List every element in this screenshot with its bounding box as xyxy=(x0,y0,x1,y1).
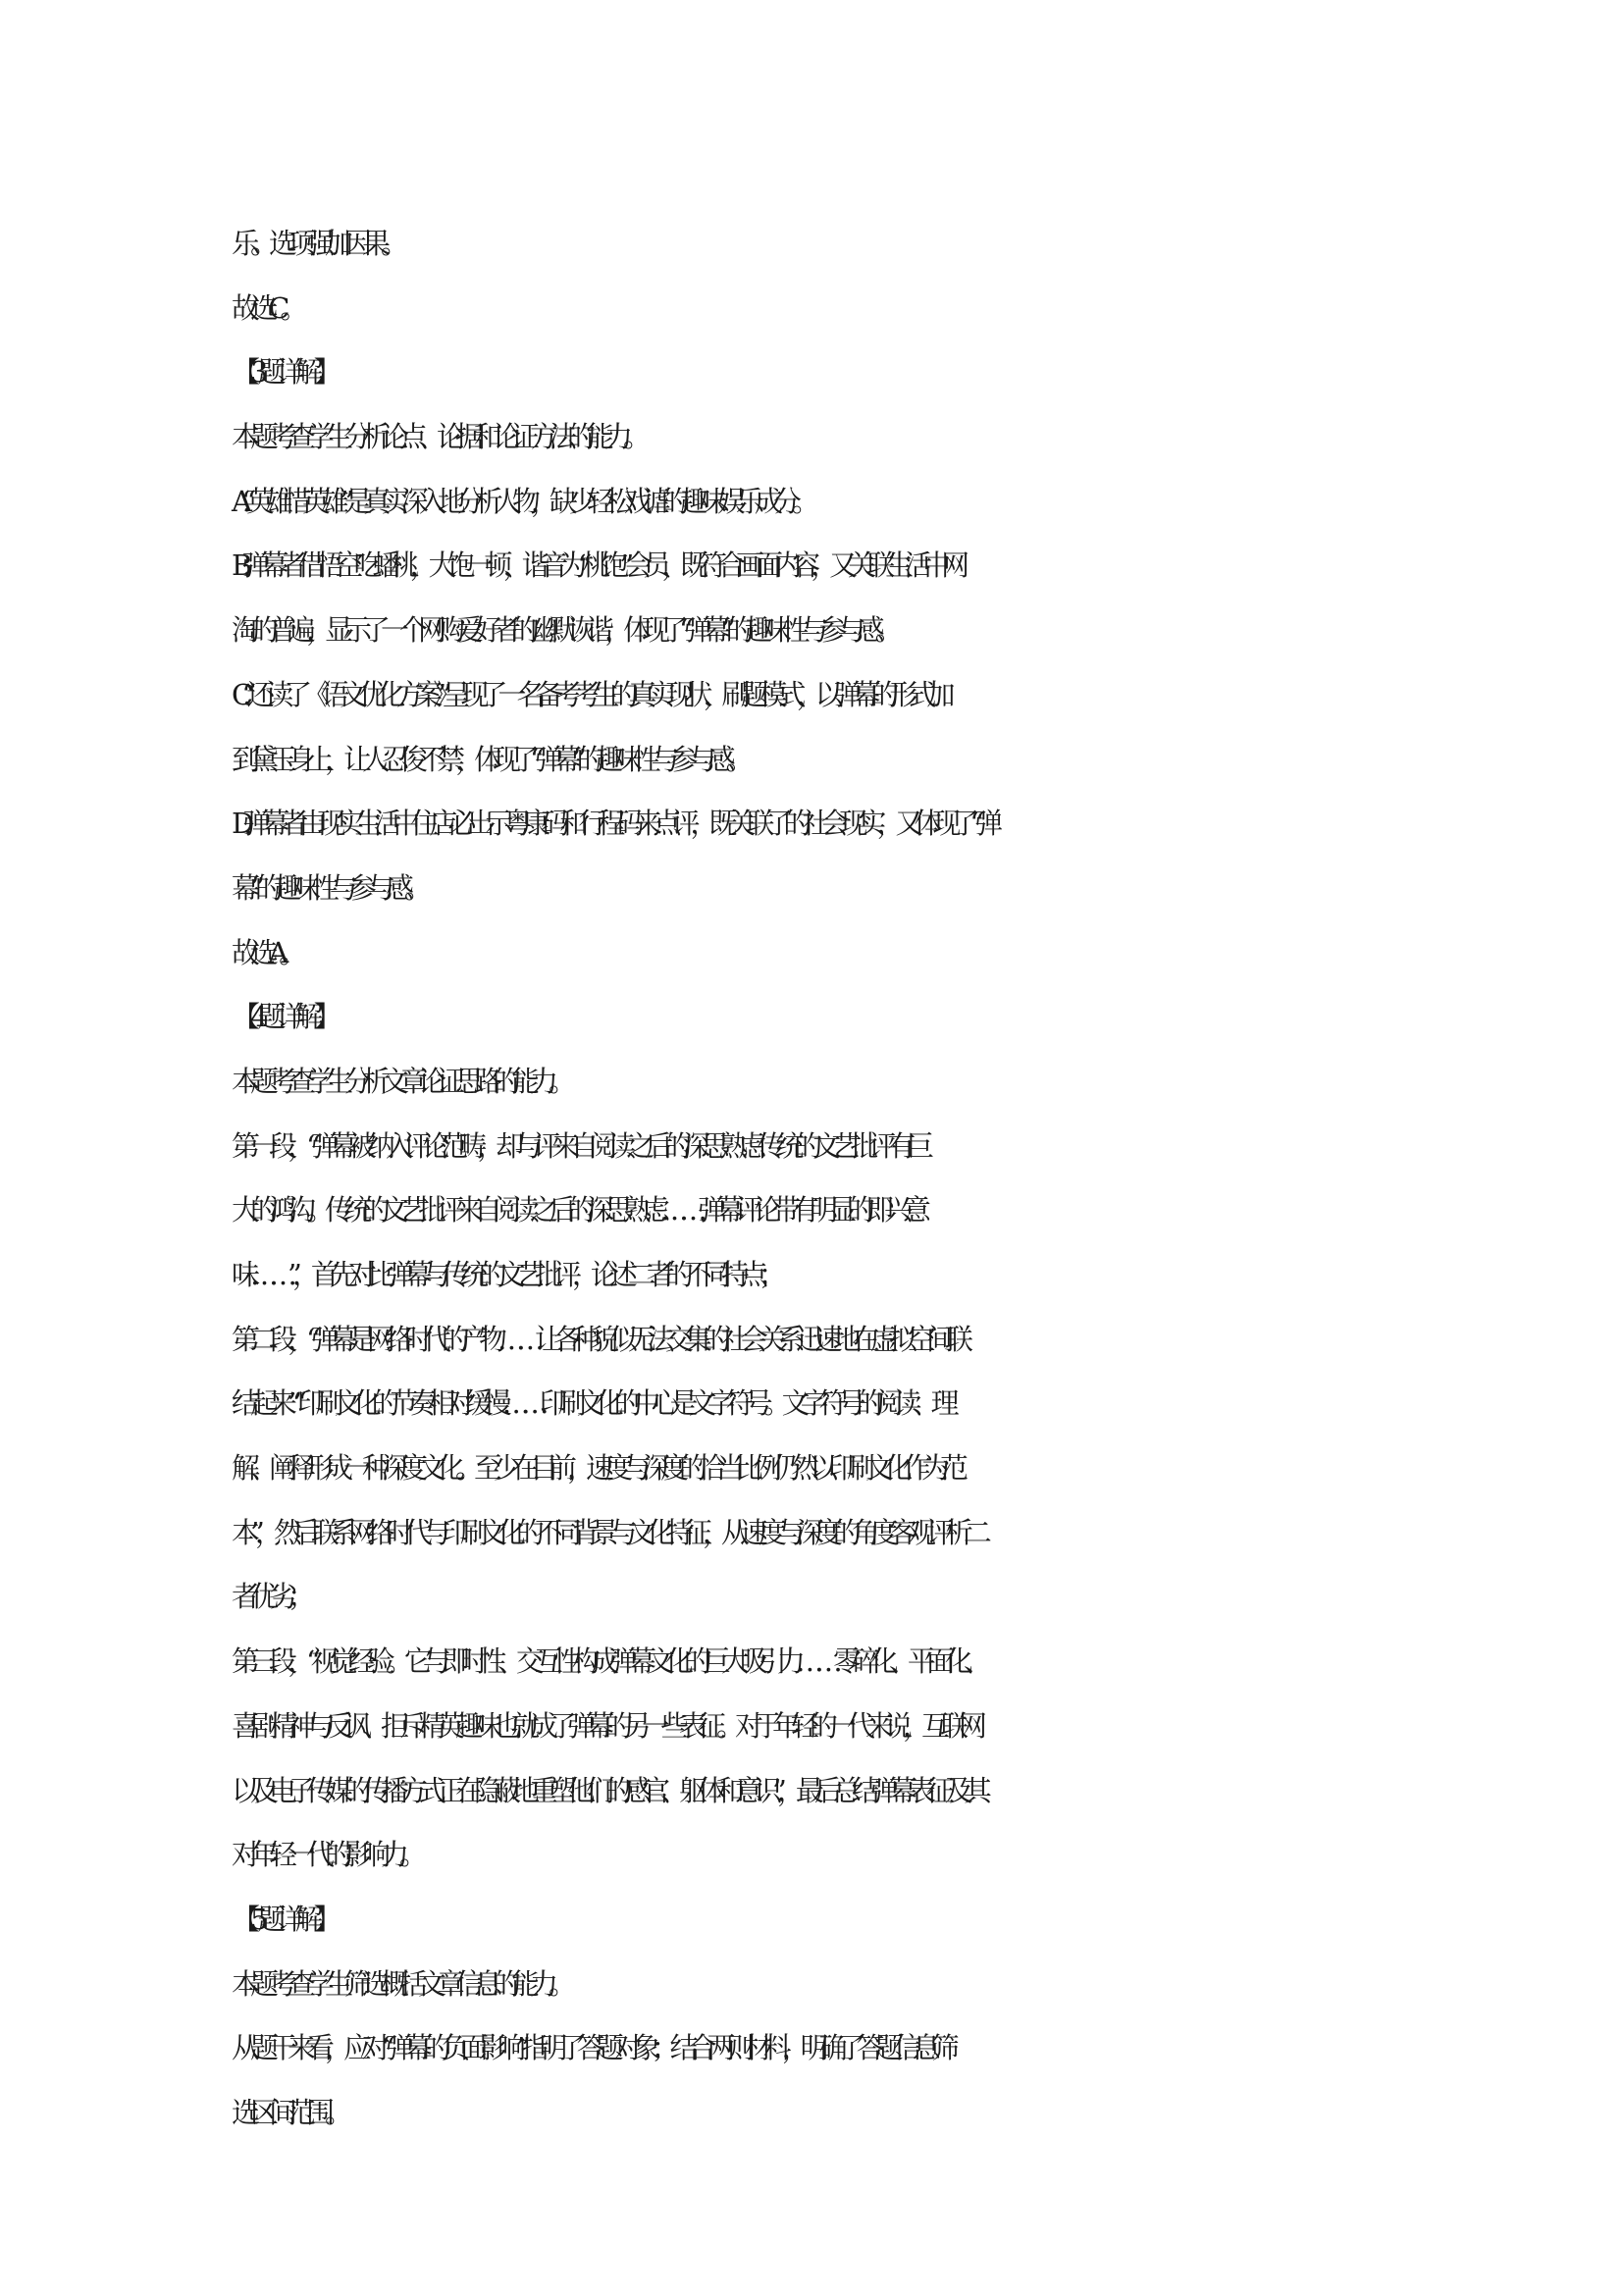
text-line: 第三段，“视觉经验。它与即时性、交互性构成弹幕文化的巨大吸引力……零碎化、平面化、 xyxy=(232,1644,982,1679)
text-line: 第二段，“弹幕是网络时代的产物……让各种貌似无法交集的社会关系迅速地在虚拟空间联 xyxy=(232,1322,964,1356)
section-heading: 【4 题详解】 xyxy=(232,1000,333,1034)
option-c-text: C.“还读了《语文优化方案》”呈现了一名备考考生的真实现状，刷题模式，以弹幕的形式加 xyxy=(232,677,946,711)
text-line: 者优劣； xyxy=(232,1580,307,1614)
text-line: 从题干来看，应对“弹幕的负面影响”指明了答题对象；结合两则材料，明确了答题信息筛 xyxy=(232,2031,950,2065)
text-line: 本题考查学生分析论点、论据和论证方法的能力。 xyxy=(232,420,643,454)
section-heading: 【3 题详解】 xyxy=(232,355,333,390)
text-line: 味……”，首先对比弹幕与传统的文艺批评，论述二者的不同特点； xyxy=(232,1258,777,1291)
text-line: 结起来”“印刷文化的节奏相对缓慢……印刷文化的中心是文字符号。文字符号的阅读、理 xyxy=(232,1386,950,1421)
section-heading: 【5 题详解】 xyxy=(232,1902,333,1936)
option-d-text: D.弹幕者由现实生活中住店必出示粤康码和行程码来点评，既关联了的社会现实，又体现了“弹 xyxy=(232,807,994,841)
text-line: 本题考查学生分析文章论证思路的能力。 xyxy=(232,1064,568,1098)
text-line: 本题考查学生筛选概括文章信息的能力。 xyxy=(232,1966,568,2001)
text-line: 故选 C。 xyxy=(232,290,299,325)
text-line: 以及电子传媒的传播方式正在隐蔽地重塑他们的感官、躯体和意识”，最后总结弹幕表征及其 xyxy=(232,1773,982,1807)
option-b-text: B.弹幕者借悟空吃蟠桃，大饱一顿，谐音为“桃饱”会员，既符合画面内容，又关联生活中网 xyxy=(232,548,961,583)
text-line: 幕”的趣味性与参与感。 xyxy=(232,870,423,905)
text-line: 故选 A。 xyxy=(232,935,298,969)
text-line: 喜剧精神与反讽、拒斥精英趣味也就成了弹幕的另一些表征。对于年轻的一代来说，互联网 xyxy=(232,1708,978,1743)
text-line: 对年轻一代的影响力。 xyxy=(232,1838,419,1872)
text-line: 第一段，“弹幕被纳入‘评论’范畴，却与评来自阅读之后的深思熟虑传统的文艺批评有巨 xyxy=(232,1128,925,1163)
text-line: 选区间范围。 xyxy=(232,2095,344,2129)
text-line: 大的鸿沟。传统的文艺批评来自阅读之后的深思熟虑……弹幕评论带有明显的即兴意 xyxy=(232,1193,922,1227)
text-line: 解、阐释形成一种深度文化。至少在目前，速度与深度的恰当比例仍然以印刷文化作为范 xyxy=(232,1451,960,1486)
text-line: 到黛玉身上，让人忍俊不禁，体现了“弹幕”的趣味性与参与感。 xyxy=(232,742,745,776)
answer-explanation-text xyxy=(232,212,1409,2146)
text-line: 淘的普遍，显示了一个网购爱好者的幽默诙谐，体现了“弹幕”的趣味性与参与感。 xyxy=(232,613,894,648)
text-line: 乐。选项强加因果。 xyxy=(232,227,400,260)
text-line: 本”，然后联系网络时代与印刷文化的不同背景与文化特征，从速度与深度的角度客观评析二 xyxy=(232,1515,982,1549)
option-a-text: A.“英雄惜英雄”是真实深入地分析人物，缺少轻松戏谑的趣味娱乐成分。 xyxy=(232,484,811,518)
